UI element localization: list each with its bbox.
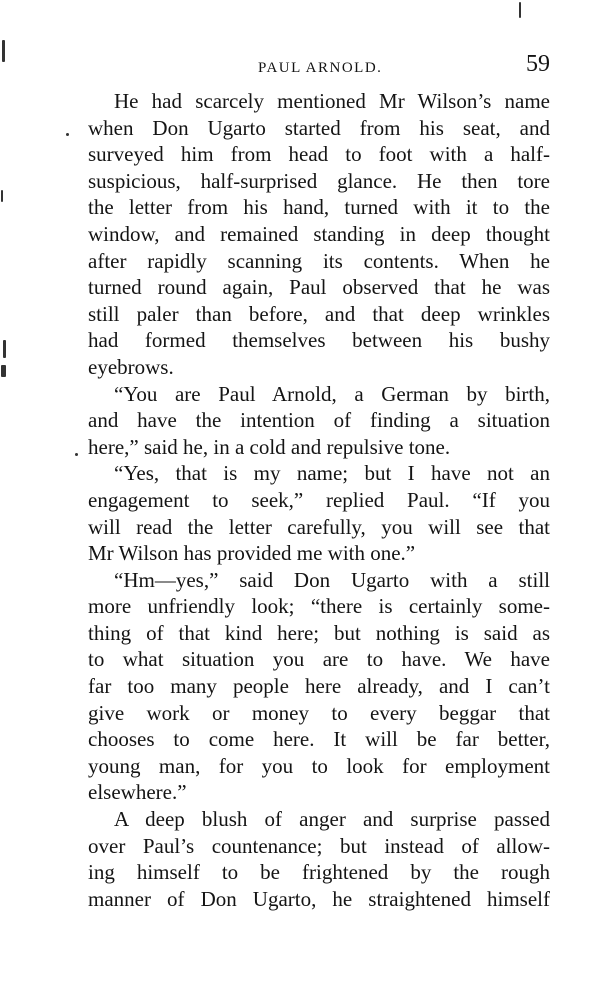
text-line: “You are Paul Arnold, a German by birth, xyxy=(114,381,550,406)
text-line: give work or money to every beggar that xyxy=(88,700,550,725)
text-line: chooses to come here. It will be far better, xyxy=(88,727,550,752)
text-line: more unfriendly look; “there is certainly some- xyxy=(88,594,550,619)
text-line: window, and remained standing in deep thought xyxy=(88,221,550,246)
text-line: after rapidly scanning its contents. When he xyxy=(88,248,550,273)
text-line: ing himself to be frightened by the rough xyxy=(88,860,550,885)
scan-mark xyxy=(1,365,6,377)
body-text xyxy=(88,88,550,912)
text-line: thing of that kind here; but nothing is said as xyxy=(88,620,550,645)
text-line: when Don Ugarto started from his seat, and xyxy=(88,115,550,140)
page-number: 59 xyxy=(526,51,550,77)
text-line: far too many people here already, and I can’t xyxy=(88,674,550,699)
scan-mark xyxy=(2,40,5,62)
text-line: the letter from his hand, turned with it to the xyxy=(88,195,550,220)
text-line: He had scarcely mentioned Mr Wilson’s name xyxy=(114,89,550,113)
text-line: over Paul’s countenance; but instead of allow- xyxy=(88,833,550,858)
text-line: suspicious, half-surprised glance. He then tore xyxy=(88,168,550,193)
text-line: had formed themselves between his bushy xyxy=(88,328,550,353)
text-line: engagement to seek,” replied Paul. “If you xyxy=(88,487,550,512)
text-line: Mr Wilson has provided me with one.” xyxy=(88,541,416,566)
text-line: still paler than before, and that deep wrinkles xyxy=(88,301,550,326)
text-line: eyebrows. xyxy=(88,354,174,379)
scan-mark xyxy=(3,340,6,358)
scan-mark xyxy=(75,453,78,456)
text-line: “Hm—yes,” said Don Ugarto with a still xyxy=(114,567,550,592)
text-line: turned round again, Paul observed that he was xyxy=(88,275,550,300)
running-title: PAUL ARNOLD. xyxy=(258,60,383,76)
text-line: to what situation you are to have. We have xyxy=(88,647,550,672)
text-line: manner of Don Ugarto, he straightened himself xyxy=(88,886,550,911)
text-line: here,” said he, in a cold and repulsive tone. xyxy=(88,434,451,459)
scan-mark xyxy=(1,190,3,202)
text-line: “Yes, that is my name; but I have not an xyxy=(114,461,550,486)
text-line: A deep blush of anger and surprise passed xyxy=(114,807,550,832)
text-line: surveyed him from head to foot with a half- xyxy=(88,142,550,167)
text-line: young man, for you to look for employment xyxy=(88,753,550,778)
text-line: and have the intention of finding a situation xyxy=(88,408,550,433)
scan-mark xyxy=(66,133,69,136)
running-head xyxy=(88,51,550,82)
text-line: will read the letter carefully, you will see that xyxy=(88,514,550,539)
scan-mark xyxy=(519,2,521,18)
text-line: elsewhere.” xyxy=(88,780,187,805)
